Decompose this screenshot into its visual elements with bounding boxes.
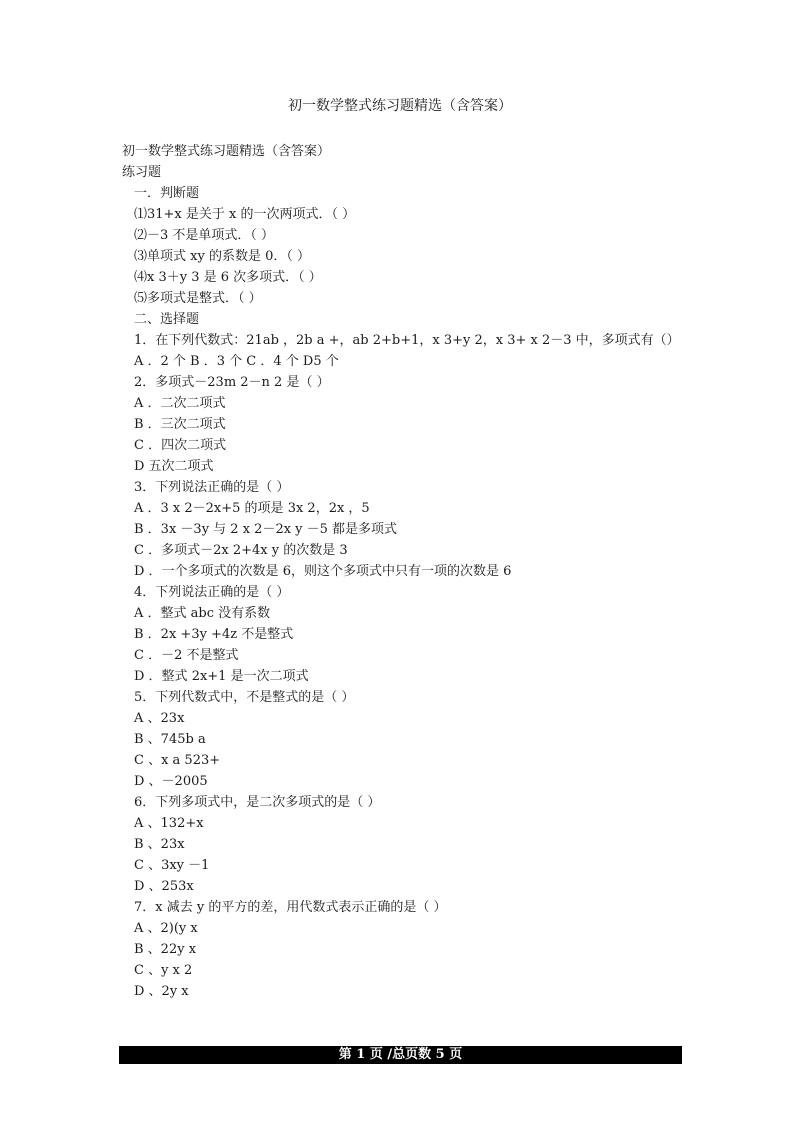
text-line: 3．下列说法正确的是（ ） [134,480,290,495]
text-line: D 、－2005 [134,774,208,789]
text-line: D 、2y x [134,984,189,999]
text-line: 初一数学整式练习题精选（含答案） [122,144,331,159]
text-line: 2．多项式－23m 2－n 2 是（ ） [134,375,330,390]
text-line: C ．四次二项式 [134,438,227,453]
text-line: B ．三次二项式 [134,417,226,432]
text-line: A ．3 x 2－2x+5 的项是 3x 2，2x ，5 [134,501,370,516]
text-line: D ．整式 2x+1 是一次二项式 [134,669,309,684]
text-line: ⑸多项式是整式．（ ） [134,291,262,306]
text-line: A ．二次二项式 [134,396,226,411]
text-line: A 、23x [134,711,185,726]
text-line: A ．2 个 B ．3 个 C ．4 个 D5 个 [134,354,339,369]
text-line: A 、2)(y x [134,921,198,936]
text-line: B ．3x －3y 与 2 x 2－2x y －5 都是多项式 [134,522,398,537]
text-line: C ．多项式－2x 2+4x y 的次数是 3 [134,543,348,558]
text-line: B 、745b a [134,732,206,747]
text-line: D ．一个多项式的次数是 6，则这个多项式中只有一项的次数是 6 [134,564,512,579]
text-line: D 五次二项式 [134,459,214,474]
text-line: B ．2x +3y +4z 不是整式 [134,627,294,642]
text-line: C 、3xy －1 [134,858,210,873]
text-line: 一．判断题 [134,186,200,201]
text-line: D 、253x [134,879,194,894]
text-line: ⑴31+x 是关于 x 的一次两项式．（ ） [134,207,356,222]
text-line: 6．下列多项式中，是二次多项式的是（ ） [134,795,381,810]
document-body [122,141,722,1002]
text-line: C ．－2 不是整式 [134,648,239,663]
text-line: B 、22y x [134,942,197,957]
document-title: 初一数学整式练习题精选（含答案） [288,98,512,114]
text-line: 7．x 减去 y 的平方的差，用代数式表示正确的是（ ） [134,900,447,915]
text-line: ⑵－3 不是单项式．（ ） [134,228,275,243]
text-line: 5．下列代数式中，不是整式的是（ ） [134,690,355,705]
text-line: B 、23x [134,837,185,852]
text-line: 1．在下列代数式：21ab ，2b a +，ab 2+b+1，x 3+y 2，x 3+ x 2－3 中，多项式有（） [134,333,680,348]
text-line: 4．下列说法正确的是（ ） [134,585,290,600]
text-line: C 、x a 523+ [134,753,221,768]
page-footer: 第 1 页 /总页数 5 页 [119,1046,682,1064]
text-line: ⑶单项式 xy 的系数是 0．（ ） [134,249,310,264]
text-line: A 、132+x [134,816,204,831]
text-line: 练习题 [122,165,162,180]
text-line: ⑷x 3＋y 3 是 6 次多项式．（ ） [134,270,322,285]
text-line: 二、选择题 [134,312,200,327]
text-line: A ．整式 abc 没有系数 [134,606,271,621]
text-line: C 、y x 2 [134,963,193,978]
